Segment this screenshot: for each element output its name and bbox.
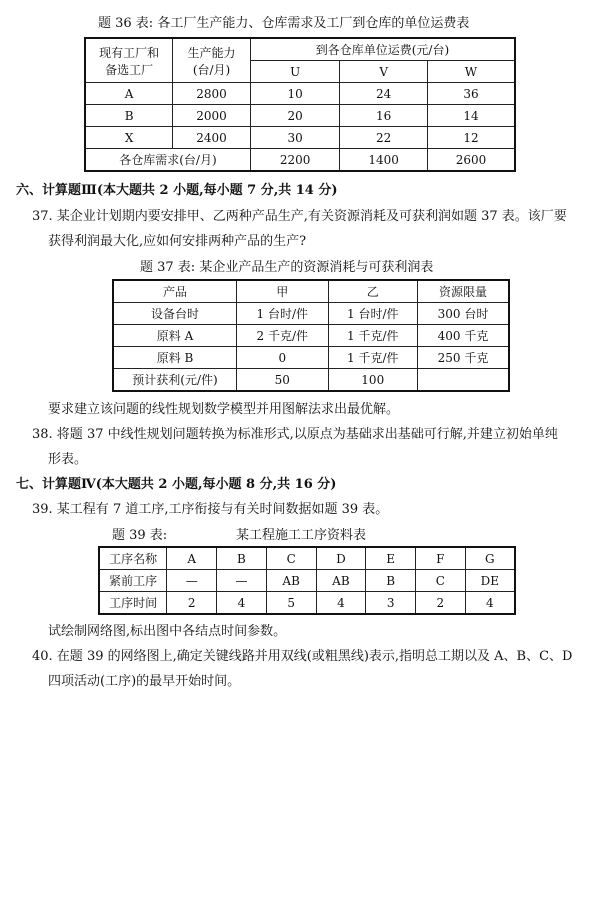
- table-row: B 2000 20 16 14: [85, 105, 515, 127]
- q38-text-line2: 形表。: [48, 452, 88, 467]
- table39-name-row: 工序名称 A B C D E F G: [99, 547, 515, 570]
- table36-cost-group-header: 到各仓库单位运费(元/台): [250, 38, 515, 61]
- table-row: 原料 A 2 千克/件 1 千克/件 400 千克: [113, 325, 509, 347]
- table36-warehouse-v: V: [340, 61, 428, 83]
- q37-text-line2: 获得利润最大化,应如何安排两种产品的生产?: [48, 234, 307, 249]
- table37-header-row: 产品 甲 乙 资源限量: [113, 280, 509, 303]
- q38-text-line1: 38. 将题 37 中线性规划问题转换为标准形式,以原点为基础求出基础可行解,并建立初始单纯: [32, 427, 558, 442]
- table39-predecessor-row: 紧前工序 — — AB AB B C DE: [99, 570, 515, 592]
- q40-text-line2: 四项活动(工序)的最早开始时间。: [48, 674, 241, 689]
- table-row: 预计获利(元/件) 50 100: [113, 369, 509, 392]
- table36-warehouse-w: W: [427, 61, 515, 83]
- q39-requirement: 试绘制网络图,标出图中各结点时间参数。: [48, 624, 287, 639]
- section6-title: 六、计算题Ⅲ(本大题共 2 小题,每小题 7 分,共 14 分): [16, 183, 338, 198]
- q40-text-line1: 40. 在题 39 的网络图上,确定关键线路并用双线(或粗黑线)表示,指明总工期以及 A、B、C、D: [32, 649, 573, 664]
- q37-text-line1: 37. 某企业计划期内要安排甲、乙两种产品生产,有关资源消耗及可获利润如题 37 表。该厂要: [32, 209, 567, 224]
- table-row: A 2800 10 24 36: [85, 83, 515, 105]
- table36-factory-header: 现有工厂和 备选工厂: [85, 38, 173, 83]
- table39-caption-label: 题 39 表:: [112, 528, 168, 543]
- q39-text: 39. 某工程有 7 道工序,工序衔接与有关时间数据如题 39 表。: [32, 502, 389, 517]
- table39-caption-title: 某工程施工工序资料表: [236, 528, 367, 543]
- table36-caption: 题 36 表: 各工厂生产能力、仓库需求及工厂到仓库的单位运费表: [98, 16, 470, 31]
- table-row: X 2400 30 22 12: [85, 127, 515, 149]
- table39-duration-row: 工序时间 2 4 5 4 3 2 4: [99, 592, 515, 615]
- table36: [84, 37, 516, 172]
- table39: [98, 546, 516, 615]
- table37-caption: 题 37 表: 某企业产品生产的资源消耗与可获利润表: [140, 260, 434, 275]
- q37-requirement: 要求建立该问题的线性规划数学模型并用图解法求出最优解。: [48, 402, 400, 417]
- table-row: 设备台时 1 台时/件 1 台时/件 300 台时: [113, 303, 509, 325]
- table36-demand-row: 各仓库需求(台/月) 2200 1400 2600: [85, 149, 515, 172]
- table-row: 原料 B 0 1 千克/件 250 千克: [113, 347, 509, 369]
- table36-warehouse-u: U: [250, 61, 340, 83]
- table36-capacity-header: 生产能力 (台/月): [173, 38, 251, 83]
- section7-title: 七、计算题Ⅳ(本大题共 2 小题,每小题 8 分,共 16 分): [16, 477, 337, 492]
- table37: [112, 279, 510, 392]
